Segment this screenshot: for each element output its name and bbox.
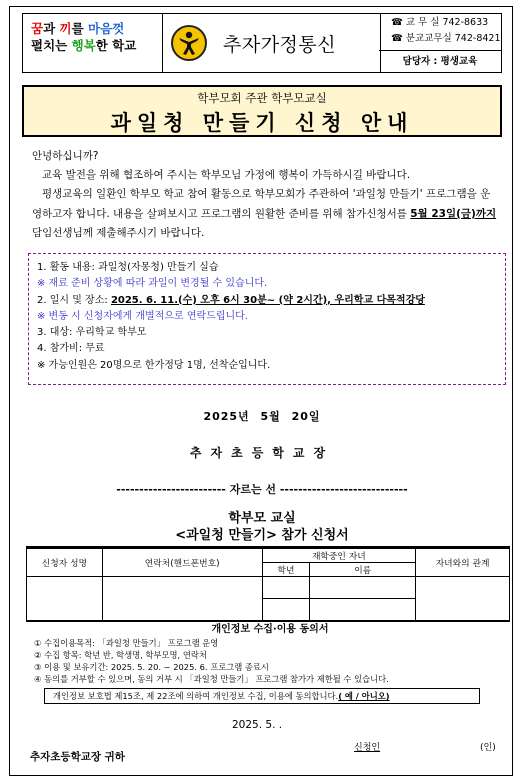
col-relation: 자녀와의 관계 (416, 549, 510, 577)
program-info-box (28, 253, 506, 385)
grade-cell[interactable] (262, 599, 310, 621)
document-page (9, 6, 513, 776)
col-grade: 학년 (262, 563, 310, 577)
privacy-title: 개인정보 수집·이용 동의서 (211, 624, 329, 635)
seal-mark: (인) (480, 743, 496, 753)
newsletter-title: 추자가정통신 (223, 33, 337, 56)
intro-paragraph: 교육 발전을 위해 협조하여 주시는 학부모님 가정에 행복이 가득하시길 바랍니다. (42, 169, 411, 182)
grade-cell[interactable] (262, 577, 310, 599)
newsletter-header (22, 13, 502, 73)
form-subtitle: <과일청 만들기> 참가 신청서 (175, 528, 349, 543)
info-item: 3. 대상: 우리학교 학부모 (37, 327, 147, 339)
intro-text (32, 147, 498, 243)
telephone-icon: ☎ (391, 33, 406, 44)
relation-cell[interactable] (416, 577, 510, 621)
cut-line: ------------------------ 자르는 선 ---------------------------- (116, 483, 408, 496)
signature-date: 2025. 5. . (232, 719, 283, 731)
application-table (26, 546, 510, 622)
consent-box: 개인정보 보호법 제15조, 제 22조에 의하여 개인정보 수집, 이용에 동의합니다.( 예 / 아니오) (44, 688, 480, 704)
intro-paragraph: 평생교육의 일환인 학부모 학교 참여 활동으로 학부모회가 주관하여 '과일청 만들기' 프로그램을 운영하고자 합니다. 내용을 살펴보시고 프로그램의 원활한 준비를 위해 참가신청서를 5월 23일(금)까지 담임선생님께 제출해주시기 바랍니다. (32, 188, 497, 239)
school-head: 추자초등학교장 (189, 446, 335, 460)
contact-line: ☎ 교 무 실 742-8633 (391, 17, 489, 28)
col-child-name: 이름 (310, 563, 416, 577)
privacy-item: ① 수집이용목적: 「과일청 만들기」 프로그램 운영 (34, 638, 219, 648)
privacy-item: ④ 동의를 거부할 수 있으며, 동의 거부 시 「과일청 만들기」 프로그램 참가가 제한될 수 있습니다. (34, 674, 389, 684)
privacy-item: ② 수집 항목: 학년 반, 학생명, 학부모명, 연락처 (34, 650, 207, 660)
col-applicant-name: 신청자 성명 (27, 549, 103, 577)
owner-label: 담당자 : 평생교육 (379, 50, 501, 72)
title-subtitle: 학부모회 주관 학부모교실 (197, 91, 327, 105)
form-title: 학부모 교실 (228, 511, 296, 526)
school-logo-icon (171, 25, 207, 61)
title-box (22, 85, 502, 137)
signer-label: 신청인 (354, 743, 381, 753)
info-item: 1. 활동 내용: 과일청(자몽청) 만들기 실습 (37, 262, 219, 273)
consent-choice[interactable]: ( 예 / 아니오) (338, 691, 390, 701)
applicant-name-cell[interactable] (27, 577, 103, 621)
telephone-icon: ☎ (391, 17, 406, 28)
privacy-item: ③ 이용 및 보유기간: 2025. 5. 20. ~ 2025. 6. 프로그램 종료시 (34, 662, 269, 672)
newsletter-title-area (163, 14, 381, 72)
child-name-cell[interactable] (310, 599, 416, 621)
greeting: 안녕하십니까? (32, 150, 99, 162)
addressee: 추자초등학교장 귀하 (30, 751, 125, 763)
contact-info (381, 14, 501, 72)
child-name-cell[interactable] (310, 577, 416, 599)
page-title: 과일청 만들기 신청 안내 (110, 111, 414, 135)
privacy-consent (34, 624, 506, 685)
contact-line: ☎ 분교교무실 742-8421 (391, 33, 501, 44)
phone-cell[interactable] (102, 577, 262, 621)
info-item: 2. 일시 및 장소: 2025. 6. 11.(수) 오후 6시 30분~ (약 2시간), 우리학교 다목적강당 (37, 294, 425, 306)
info-note: ※ 재료 준비 상황에 따라 과일이 변경될 수 있습니다. (37, 278, 268, 290)
info-note: ※ 변동 시 신청자에게 개별적으로 연락드립니다. (37, 310, 248, 322)
col-phone: 연락처(핸드폰번호) (102, 549, 262, 577)
info-note: ※ 가능인원은 20명으로 한가정당 1명, 선착순입니다. (37, 359, 271, 371)
notice-date: 2025년 5월 20일 (203, 410, 321, 423)
school-motto: 꿈과 끼를 마음껏 펼치는 행복한 학교 (23, 14, 163, 72)
col-child: 재학중인 자녀 (262, 549, 416, 563)
deadline: 5월 23일(금)까지 (410, 207, 497, 220)
info-item: 4. 참가비: 무료 (37, 343, 105, 355)
